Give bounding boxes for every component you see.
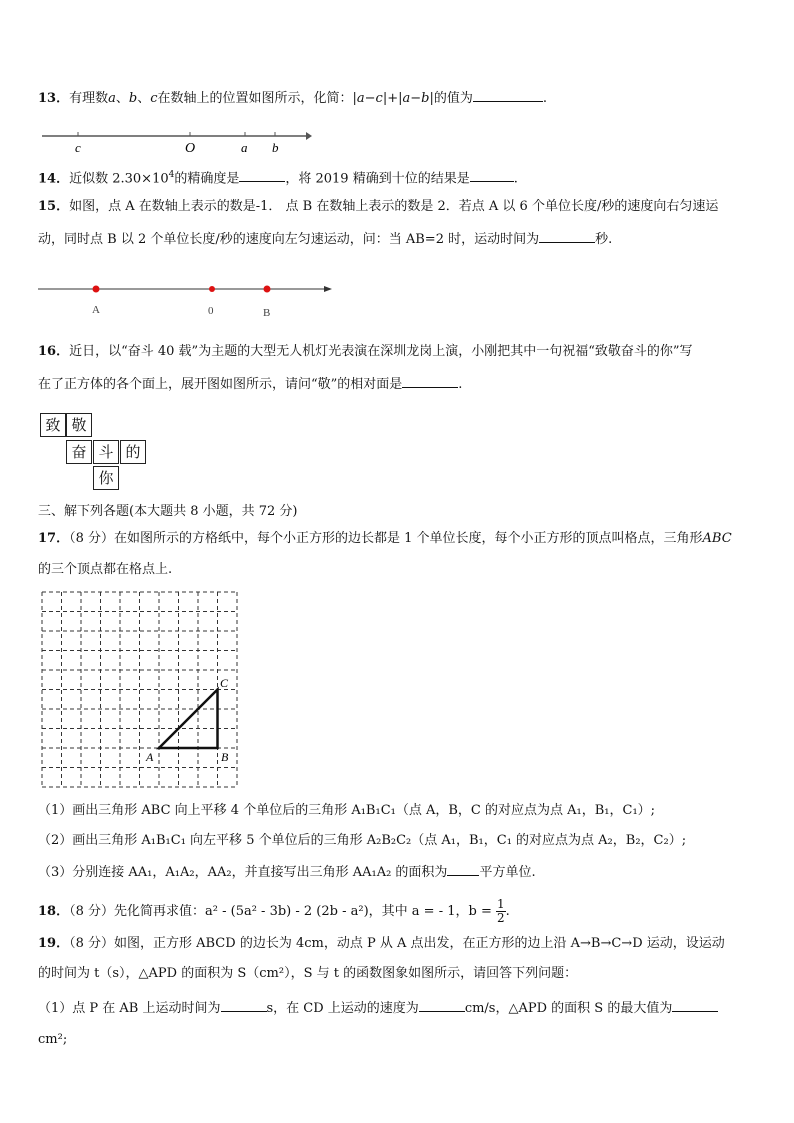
number-line-q15	[36, 278, 336, 320]
question-number: 19．	[38, 936, 70, 951]
question-19-part1-cont: cm²;	[38, 1032, 68, 1047]
vertex-label-c: C	[220, 676, 229, 690]
section-heading: 三、解下列各题(本大题共 8 小题，共 72 分)	[38, 504, 298, 519]
point-label-a: A	[92, 304, 100, 316]
answer-blank[interactable]	[447, 862, 479, 876]
question-number: 18．	[38, 904, 70, 919]
tick-label-o: O	[185, 141, 196, 156]
point-a	[93, 286, 100, 293]
question-19: 19．（8 分）如图，正方形 ABCD 的边长为 4cm，动点 P 从 A 点出发，在正方形的边上沿 A→B→C→D 运动，设运动	[38, 936, 725, 951]
net-face: 你	[93, 466, 119, 490]
net-face: 斗	[93, 440, 119, 464]
question-15: 15．如图，点 A 在数轴上表示的数是-1． 点 B 在数轴上表示的数是 2．若点 A 以 6 个单位长度/秒的速度向右匀速运	[38, 199, 719, 214]
tick-label-c: c	[75, 140, 81, 155]
net-face: 致	[40, 413, 66, 437]
question-17: 17．（8 分）在如图所示的方格纸中，每个小正方形的边长都是 1 个单位长度，每个小正方形的顶点叫格点，三角形ABC	[38, 531, 732, 546]
answer-blank[interactable]	[221, 998, 267, 1012]
triangle-abc	[159, 690, 218, 749]
question-17-cont: 的三个顶点都在格点上.	[38, 562, 173, 577]
question-13: 13．有理数a、b、c在数轴上的位置如图所示，化简：|a−c|+|a−b|的值为 .	[38, 88, 547, 108]
question-19-part1: （1）点 P 在 AB 上运动时间为 s，在 CD 上运动的速度为 cm/s，△APD 的面积 S 的最大值为	[38, 998, 718, 1018]
point-0	[209, 286, 215, 292]
point-label-0: 0	[208, 305, 214, 317]
question-number: 16．	[38, 344, 70, 359]
tick-label-b: b	[272, 140, 279, 155]
question-19-cont: 的时间为 t（s），△APD 的面积为 S（cm²），S 与 t 的函数图象如图所示，请回答下列问题：	[38, 966, 578, 981]
net-face: 敬	[66, 413, 92, 437]
tick-label-a: a	[241, 140, 248, 155]
answer-blank[interactable]	[239, 168, 285, 182]
question-14: 14．近似数 $2.30\times 10^4$的精确度是 ，将 2019 精确到十位的结果是 .	[38, 170, 518, 187]
vertex-label-b: B	[221, 750, 229, 764]
question-16-cont: 在了正方体的各个面上，展开图如图所示，请问“敬”的相对面是 .	[38, 374, 462, 394]
question-17-part3: （3）分别连接 AA₁，A₁A₂，AA₂，并直接写出三角形 AA₁A₂ 的面积为 平方单位.	[38, 862, 536, 882]
question-15-cont: 动，同时点 B 以 2 个单位长度/秒的速度向左匀速运动，问：当 AB=2 时，运动时间为 秒.	[38, 229, 612, 249]
answer-blank[interactable]	[672, 998, 718, 1012]
net-face: 奋	[66, 440, 92, 464]
answer-blank[interactable]	[473, 88, 543, 102]
answer-blank[interactable]	[419, 998, 465, 1012]
answer-blank[interactable]	[539, 229, 595, 243]
point-label-b: B	[263, 307, 271, 319]
question-17-part2: （2）画出三角形 A₁B₁C₁ 向左平移 5 个单位后的三角形 A₂B₂C₂（点 A₁，B₁，C₁ 的对应点为点 A₂，B₂，C₂）;	[38, 833, 687, 848]
question-number: 14．	[38, 171, 70, 187]
question-number: 15．	[38, 199, 70, 214]
answer-blank[interactable]	[470, 168, 514, 182]
fraction: $\frac{1}{2}$	[496, 897, 505, 925]
answer-blank[interactable]	[402, 374, 458, 388]
grid-figure	[40, 590, 244, 790]
question-18: 18．（8 分）先化简再求值：a² - (5a² - 3b) - 2 (2b - a²)，其中 a = - 1，b = $\frac{1}{2}$ .	[38, 897, 510, 925]
net-face: 的	[120, 440, 146, 464]
question-16: 16．近日，以“奋斗 40 载”为主题的大型无人机灯光表演在深圳龙岗上演，小刚把其中一句祝福“致敬奋斗的你”写	[38, 344, 693, 359]
question-number: 17．	[38, 531, 70, 546]
vertex-label-a: A	[146, 750, 154, 764]
point-b	[264, 286, 271, 293]
question-17-part1: （1）画出三角形 ABC 向上平移 4 个单位后的三角形 A₁B₁C₁（点 A，B，C 的对应点为点 A₁，B₁，C₁）;	[38, 803, 656, 818]
question-number: 13．	[38, 91, 70, 106]
math-expression: |a−c|+|a−b|	[352, 91, 434, 106]
number-line-q13	[40, 126, 312, 156]
